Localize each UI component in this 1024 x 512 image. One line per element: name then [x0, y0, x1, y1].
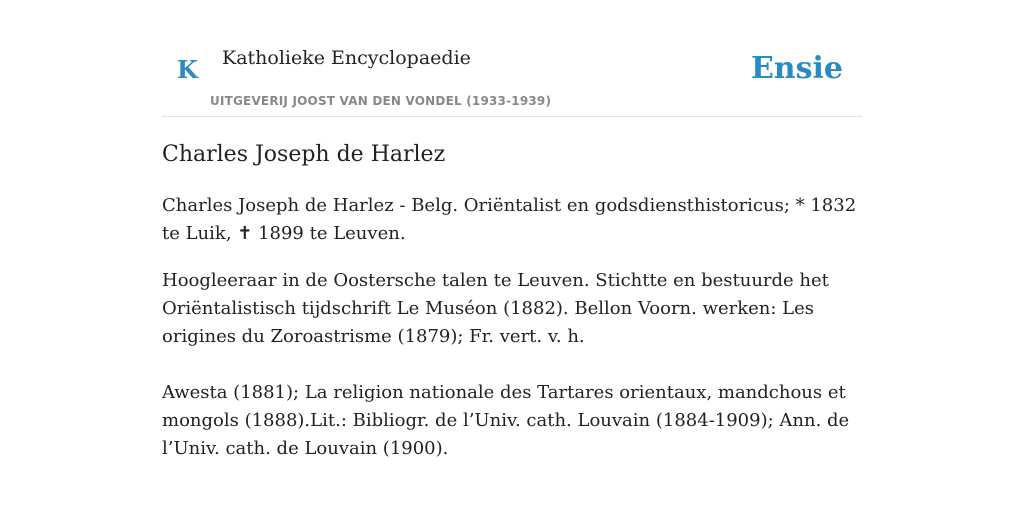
article-title: Charles Joseph de Harlez — [162, 142, 446, 167]
publisher-subtitle: UITGEVERIJ JOOST VAN DEN VONDEL (1933-1939) — [210, 94, 552, 108]
article-paragraph: Charles Joseph de Harlez - Belg. Oriëntalist en godsdiensthistoricus; * 1832 te Luik, ✝ 1899 te Leuven. — [162, 195, 857, 244]
publication-title[interactable]: Katholieke Encyclopaedie — [222, 47, 471, 69]
ensie-logo-link[interactable]: Ensie — [750, 51, 843, 86]
article-paragraph: Awesta (1881); La religion nationale des Tartares orientaux, mandchous et mongols (1888).Lit.: Bibliogr. de l’Univ. cath. Louvain (1884-1909); Ann. de l’Univ. cath. de Louvain (1900). — [162, 382, 850, 459]
encyclopedia-logo-icon[interactable]: K — [177, 55, 198, 84]
article-paragraph: Hoogleeraar in de Oostersche talen te Leuven. Stichtte en bestuurde het Oriëntalistisch tijdschrift Le Muséon (1882). Bellon Voorn. werken: Les origines du Zoroastrisme (1879); Fr. vert. v. h. — [162, 270, 829, 347]
site-header — [162, 0, 862, 117]
